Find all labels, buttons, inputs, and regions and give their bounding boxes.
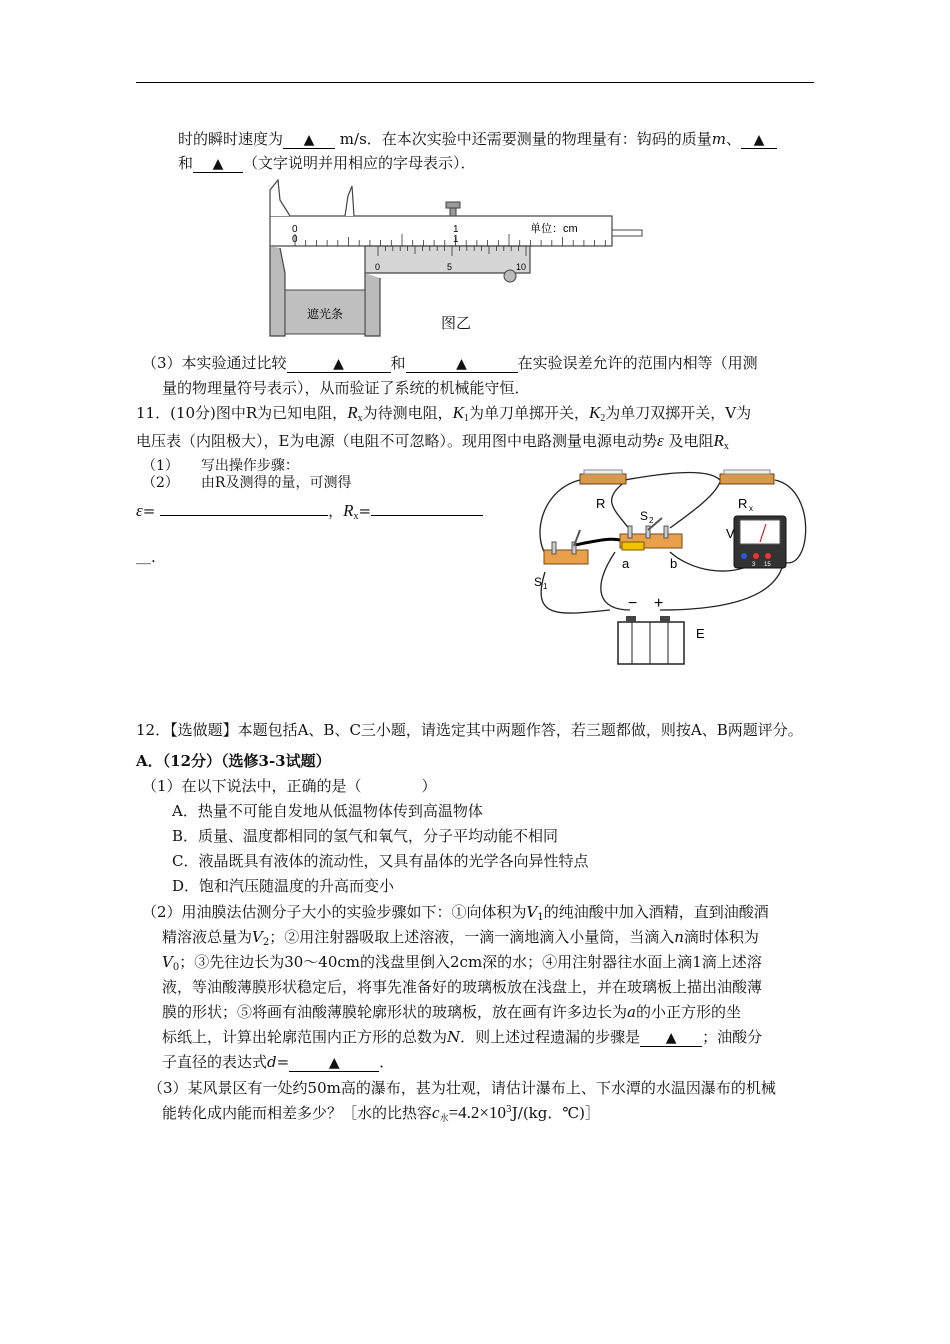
q11-step1: （1） 写出操作步骤： <box>142 458 299 474</box>
header-rule <box>136 82 814 83</box>
q10-text: （文字说明并用相应的字母表示）． <box>243 154 476 172</box>
q12-p2-line5: 膜的形状；⑤将画有油酸薄膜轮廓形状的玻璃板，放在画有许多边长为a的小正方形的坐 <box>162 1003 741 1021</box>
q12-p2-line4: 液，等油酸薄膜形状稳定后，将事先准备好的玻璃板放在浅盘上，并在玻璃板上描出油酸薄 <box>162 978 763 996</box>
caliper-fixed-upper-jaw <box>270 180 290 216</box>
answer-blank[interactable] <box>287 354 391 373</box>
q11-text: 电压表（内阻极大），E为电源（电阻不可忽略）。现用图中电路测量电源电动势 <box>136 432 657 450</box>
vernier-tick-label: 10 <box>516 262 527 272</box>
option-c[interactable]: C．液晶既具有液体的流动性，又具有晶体的光学各向异性特点 <box>172 852 589 870</box>
resistor-R-wire <box>584 470 622 474</box>
main-tick-label: 1 <box>453 234 459 245</box>
q10-text: m/s．在本次实验中还需要测量的物理量有：钩码的质量 <box>339 130 712 148</box>
q10-text: （3）本实验通过比较 <box>142 354 287 372</box>
caliper-slider-lower-jaw <box>365 273 380 336</box>
caliper-slider-upper-jaw <box>345 186 354 216</box>
caliper-depth-rod <box>612 230 642 236</box>
answer-blank[interactable] <box>283 130 335 149</box>
switch-S1-post <box>552 542 556 554</box>
caliper-lock-stem <box>450 208 456 216</box>
main-tick-label: 0 <box>292 234 298 245</box>
var-epsilon: ε <box>136 501 143 520</box>
vernier-tick-label: 0 <box>375 262 381 272</box>
q10-line2 <box>178 152 476 173</box>
label-E: E <box>696 626 705 641</box>
q12-part1: （1）在以下说法中，正确的是（ ） <box>142 777 437 795</box>
q11-text: 为单刀单掷开关， <box>468 404 589 422</box>
var-c-water: $c_水$ <box>432 1103 449 1123</box>
unit-label: 单位：cm <box>530 223 578 235</box>
answer-blank-rx[interactable] <box>371 515 483 516</box>
vernier-tick-label: 5 <box>447 262 453 272</box>
caliper-lock-screw <box>446 202 460 208</box>
main-tick-label: 1 <box>453 224 459 235</box>
battery <box>618 622 684 664</box>
var-Rx: $R_x$ <box>343 501 359 522</box>
answer-blank[interactable] <box>289 1053 379 1072</box>
shading-strip-label: 遮光条 <box>307 307 344 321</box>
q11-text: 为单刀双掷开关，V为 <box>605 404 752 422</box>
triangle-icon: ▲ <box>665 1030 677 1046</box>
resistor-R <box>580 474 626 484</box>
meter-label: 15 <box>764 562 771 568</box>
triangle-icon: ▲ <box>753 132 765 148</box>
resistor-Rx <box>720 474 774 484</box>
q10-line1 <box>178 128 777 149</box>
wire <box>625 473 720 481</box>
q12-heading: 12．【选做题】本题包括A、B、C三小题，请选定其中两题作答，若三题都做，则按A、B两题评分。 <box>136 721 803 739</box>
option-a[interactable]: A．热量不可能自发地从低温物体传到高温物体 <box>172 802 483 820</box>
triangle-icon: ▲ <box>303 132 315 148</box>
q11-step2: （2） 由R及测得的量，可测得 <box>142 475 352 491</box>
var-K1: $K_1$ <box>452 403 469 424</box>
q11-line1 <box>136 402 751 424</box>
var-K2: $K_2$ <box>588 403 606 424</box>
wire <box>670 482 720 528</box>
voltmeter-terminal <box>765 553 771 559</box>
q10-text: 在实验误差允许的范围内相等（用测 <box>517 354 758 372</box>
var-epsilon: ε <box>656 431 664 450</box>
switch-S2-post <box>628 526 632 538</box>
battery-terminal <box>660 616 670 622</box>
label-minus: − <box>628 595 638 612</box>
q11-text: 11．(10分)图中R为已知电阻， <box>136 404 348 422</box>
q11-answer-line: ε= ，$R_x=$ <box>136 500 483 522</box>
label-S1: S <box>534 575 543 589</box>
wire <box>541 572 610 613</box>
var-m: m <box>711 130 727 148</box>
voltmeter-dial <box>740 520 780 544</box>
caliper-fixed-lower-jaw <box>270 246 285 336</box>
q12-section-a-heading: A．（12分）（选修3-3试题） <box>136 752 331 770</box>
answer-blank[interactable] <box>640 1028 702 1047</box>
label-R: R <box>596 496 606 511</box>
answer-blank[interactable] <box>193 154 243 173</box>
wire <box>612 482 630 530</box>
battery-terminal <box>626 616 636 622</box>
q10-text: 和 <box>390 354 406 372</box>
triangle-icon: ▲ <box>456 356 467 372</box>
q10-text: 、 <box>726 130 742 148</box>
q10-text: 和 <box>178 154 194 172</box>
q10-part3-line1 <box>142 352 758 373</box>
voltmeter-terminal <box>741 553 747 559</box>
switch-S2-terminal <box>622 542 644 550</box>
q10-text: 量的物理量符号表示），从而验证了系统的机械能守恒． <box>162 379 530 397</box>
option-d[interactable]: D．饱和汽压随温度的升高而变小 <box>172 877 395 895</box>
meter-label: 3 <box>752 562 756 568</box>
label-S2-sub: 2 <box>649 516 654 525</box>
label-plus: + <box>654 595 664 612</box>
switch-S2-post <box>664 526 668 538</box>
wire <box>660 568 782 610</box>
triangle-icon: ▲ <box>212 156 224 172</box>
q11-text: 及电阻 <box>668 432 714 450</box>
label-Rx: R <box>738 496 748 511</box>
label-Rx-sub: x <box>749 504 753 513</box>
label-S1-sub: 1 <box>543 582 548 591</box>
answer-blank-emf[interactable] <box>160 515 328 516</box>
q12-p2-line6: 标纸上，计算出轮廓范围内正方形的总数为N．则上述过程遗漏的步骤是 ▲ ；油酸分 <box>162 1028 763 1046</box>
caliper-thumb-wheel <box>504 270 516 282</box>
resistor-Rx-wire <box>724 470 770 474</box>
q12-p3-line2: 能转化成内能而相差多少？［水的比热容$c_水=4.2\times 10^3J/(kg$．℃)］ <box>162 1103 600 1123</box>
main-tick-label: 0 <box>292 224 298 235</box>
label-S2: S <box>640 509 649 523</box>
q12-p3-line1: （3）某风景区有一处约50m高的瀑布，甚为壮观，请估计瀑布上、下水潭的水温因瀑布的机械 <box>148 1079 776 1097</box>
answer-blank[interactable] <box>741 130 777 149</box>
triangle-icon: ▲ <box>328 1055 340 1071</box>
q12-p2-line2: 精溶液总量为$V_2$；②用注射器吸取上述溶液，一滴一滴地滴入小量筒，当滴入n滴时体积为 <box>162 928 759 948</box>
triangle-icon: ▲ <box>333 356 344 372</box>
switch-S1 <box>544 550 588 564</box>
voltmeter-terminal <box>753 553 759 559</box>
q12-p2-line7: 子直径的表达式d= ▲ ． <box>162 1053 395 1071</box>
q11-text: ＿. <box>136 548 156 566</box>
q12-p2-line3: $V_0$；③先往边长为30～40cm的浅盘里倒入2cm深的水；④用注射器往水面上滴1滴上述溶 <box>162 953 762 973</box>
q10-text: 时的瞬时速度为 <box>178 130 284 148</box>
q11-line2 <box>136 430 729 452</box>
var-Rx: $R_x$ <box>347 403 363 424</box>
figure-caption: 图乙 <box>441 314 472 332</box>
q11-text: 为待测电阻， <box>362 404 453 422</box>
answer-blank[interactable] <box>406 354 518 373</box>
label-V: V <box>726 526 735 541</box>
option-b[interactable]: B．质量、温度都相同的氢气和氧气，分子平均动能不相同 <box>172 827 559 845</box>
label-b: b <box>670 556 678 571</box>
var-Rx: $R_x$ <box>713 431 729 452</box>
label-a: a <box>622 556 630 571</box>
circuit-figure <box>520 460 820 685</box>
q12-p2-line1: （2）用油膜法估测分子大小的实验步骤如下：①向体积为$V_1$的纯油酸中加入酒精，直到油酸酒 <box>142 903 769 923</box>
